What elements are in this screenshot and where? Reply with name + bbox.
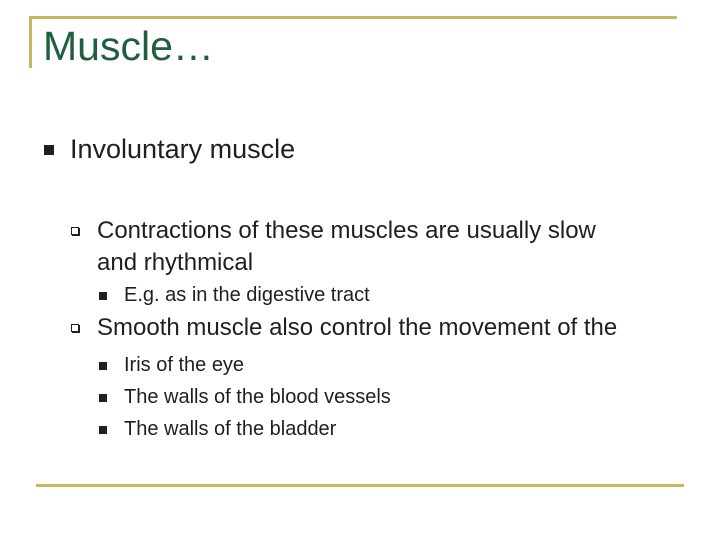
sub-bullet-bladder: The walls of the bladder (124, 418, 337, 440)
bullet-involuntary-muscle: Involuntary muscle (70, 134, 296, 164)
footer-rule (36, 484, 684, 487)
sub-bullet-blood-vessels: The walls of the blood vessels (124, 386, 391, 408)
bullet-contractions-line2: and rhythmical (97, 249, 254, 276)
bullet-contractions-line1: Contractions of these muscles are usually slow (97, 217, 596, 244)
slide-title: Muscle… (43, 23, 214, 69)
title-frame-top-rule (29, 16, 677, 19)
hollow-square-bullet-icon (71, 227, 79, 235)
square-bullet-icon (99, 292, 107, 300)
square-bullet-icon (99, 394, 107, 402)
bullet-smooth-muscle: Smooth muscle also control the movement of the (97, 314, 618, 341)
sub-bullet-digestive-tract: E.g. as in the digestive tract (124, 284, 370, 306)
hollow-square-bullet-icon (71, 324, 79, 332)
square-bullet-icon (44, 145, 54, 155)
square-bullet-icon (99, 426, 107, 434)
square-bullet-icon (99, 362, 107, 370)
title-frame-left-rule (29, 16, 32, 68)
sub-bullet-iris: Iris of the eye (124, 354, 245, 376)
